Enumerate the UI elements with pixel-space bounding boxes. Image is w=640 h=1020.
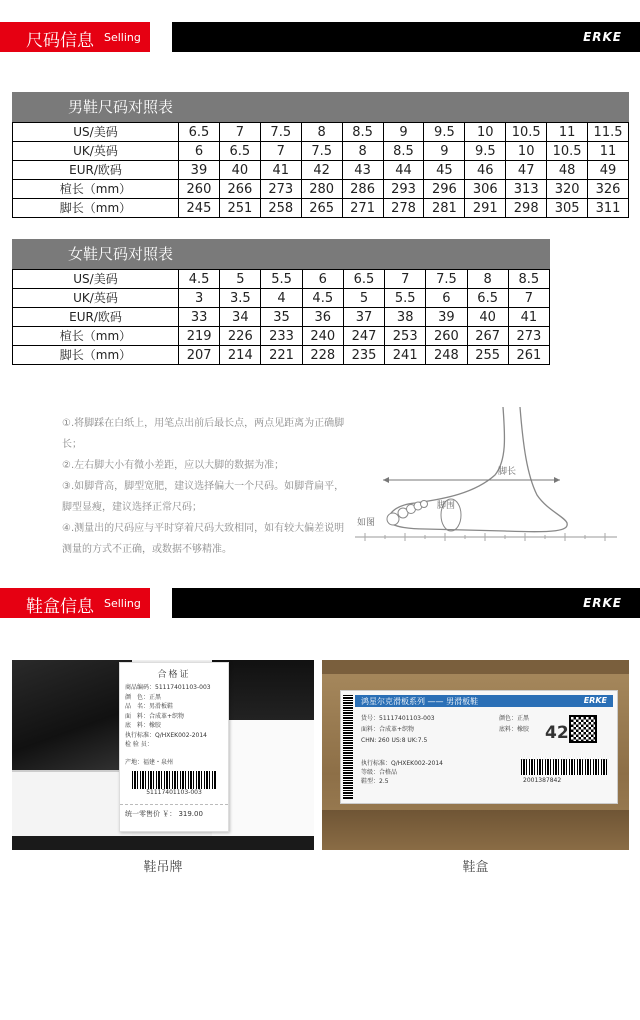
box-lid-shadow <box>322 810 629 850</box>
size-cell: 293 <box>383 180 424 199</box>
size-cell: 9 <box>424 142 465 161</box>
size-cell: 241 <box>385 346 426 365</box>
size-cell: 5.5 <box>385 289 426 308</box>
instep-label: 脚围 <box>437 501 456 511</box>
size-cell: 214 <box>220 346 261 365</box>
size-cell: 8.5 <box>508 270 549 289</box>
size-cell: 41 <box>260 161 301 180</box>
shoe-black-upper <box>12 660 132 770</box>
size-cell: 8.5 <box>342 123 383 142</box>
size-cell: 11 <box>547 123 588 142</box>
label-sizes: CHN: 260 US:8 UK:7.5 <box>361 737 428 744</box>
size-cell: 7.5 <box>301 142 342 161</box>
size-cell: 235 <box>343 346 384 365</box>
women-size-grid <box>12 269 550 365</box>
hang-tag <box>119 662 229 832</box>
size-cell: 311 <box>588 199 629 218</box>
size-cell: 240 <box>302 327 343 346</box>
men-size-table <box>12 92 629 218</box>
label-standard: 执行标准：Q/HXEK002-2014 <box>361 760 443 767</box>
header-divider <box>150 22 172 52</box>
foot-length-label: 脚长 <box>498 467 517 477</box>
shoe-tag-photo <box>12 660 314 850</box>
size-cell: 320 <box>547 180 588 199</box>
box-top-edge <box>322 660 629 674</box>
size-cell: 38 <box>385 308 426 327</box>
size-cell: 291 <box>465 199 506 218</box>
size-cell: 7.5 <box>260 123 301 142</box>
table-row <box>13 180 629 199</box>
note-item: ③.如脚背高，脚型宽肥，建议选择偏大一个尺码。如脚背扁平，脚型显瘦，建议选择正常尺码； <box>62 481 345 513</box>
header-subtitle: Selling <box>104 597 141 610</box>
note-item: ①.将脚踩在白纸上，用笔点出前后最长点，两点见距离为正确脚长； <box>62 418 345 450</box>
size-cell: 226 <box>220 327 261 346</box>
label-color: 颜色：正黑 <box>499 715 530 722</box>
size-cell: 265 <box>301 199 342 218</box>
label-grade: 等级：合格品 <box>361 769 398 776</box>
women-size-table <box>12 239 550 365</box>
row-label: UK/英码 <box>13 142 179 161</box>
label-brand: ERKE <box>583 696 607 705</box>
size-cell: 6.5 <box>467 289 508 308</box>
size-cell: 5 <box>220 270 261 289</box>
size-cell: 261 <box>508 346 549 365</box>
size-cell: 255 <box>467 346 508 365</box>
header-title: 尺码信息 <box>26 31 94 51</box>
label-shoe-type: 鞋型：2.5 <box>361 778 389 785</box>
size-cell: 281 <box>424 199 465 218</box>
label-barcode-num: 2001387842 <box>523 777 562 784</box>
row-label: 楦长（mm） <box>13 327 179 346</box>
size-cell: 266 <box>219 180 260 199</box>
size-cell: 41 <box>508 308 549 327</box>
women-table-title: 女鞋尺码对照表 <box>12 239 550 269</box>
size-cell: 6 <box>179 142 220 161</box>
label-sole: 底料：橡胶 <box>499 726 530 733</box>
tag-caption: 鞋吊牌 <box>143 860 183 875</box>
erke-logo: ERKE <box>583 30 622 44</box>
header-subtitle: Selling <box>104 31 141 44</box>
erke-logo: ERKE <box>583 596 622 610</box>
size-cell: 306 <box>465 180 506 199</box>
label-blue-bar <box>355 695 613 707</box>
size-cell: 36 <box>302 308 343 327</box>
size-cell: 9 <box>383 123 424 142</box>
men-size-grid <box>12 122 629 218</box>
tag-barcode-text: 51117401103-003 <box>146 789 202 796</box>
size-cell: 40 <box>219 161 260 180</box>
size-cell: 278 <box>383 199 424 218</box>
tag-price: 统一零售价 ￥： 319.00 <box>120 804 228 819</box>
size-cell: 8 <box>467 270 508 289</box>
size-cell: 286 <box>342 180 383 199</box>
tag-line: 商品编码：51117401103-003 <box>125 684 211 691</box>
size-cell: 44 <box>383 161 424 180</box>
size-cell: 6.5 <box>179 123 220 142</box>
label-series: 鸿星尔克滑板系列 —— 男滑板鞋 <box>361 697 479 706</box>
size-cell: 267 <box>467 327 508 346</box>
row-label: EUR/欧码 <box>13 308 179 327</box>
size-cell: 6 <box>302 270 343 289</box>
shoe-black-bottom <box>12 836 314 850</box>
size-cell: 296 <box>424 180 465 199</box>
size-cell: 42 <box>301 161 342 180</box>
size-cell: 260 <box>426 327 467 346</box>
label-size-big: 42 <box>545 723 569 743</box>
size-cell: 10.5 <box>506 123 547 142</box>
size-cell: 260 <box>179 180 220 199</box>
table-row <box>13 289 550 308</box>
size-cell: 6 <box>426 289 467 308</box>
size-cell: 9.5 <box>465 142 506 161</box>
tag-barcode <box>132 771 216 789</box>
label-item-no: 货号：51117401103-003 <box>361 715 435 722</box>
box-caption: 鞋盒 <box>462 860 489 875</box>
size-cell: 219 <box>179 327 220 346</box>
size-cell: 48 <box>547 161 588 180</box>
header-title: 鞋盒信息 <box>26 597 94 617</box>
row-label: EUR/欧码 <box>13 161 179 180</box>
men-table-title: 男鞋尺码对照表 <box>12 92 629 122</box>
table-row <box>13 199 629 218</box>
size-cell: 221 <box>261 346 302 365</box>
size-cell: 10 <box>465 123 506 142</box>
tag-line: 颜 色：正黑 <box>125 693 162 701</box>
size-cell: 11.5 <box>588 123 629 142</box>
size-cell: 7 <box>508 289 549 308</box>
size-cell: 39 <box>179 161 220 180</box>
label-upper: 面料：合成革+织物 <box>361 726 415 733</box>
size-cell: 4.5 <box>302 289 343 308</box>
size-info-header <box>0 22 640 52</box>
row-label: 脚长（mm） <box>13 346 179 365</box>
size-cell: 46 <box>465 161 506 180</box>
label-barcode <box>521 759 607 775</box>
size-cell: 45 <box>424 161 465 180</box>
size-cell: 5.5 <box>261 270 302 289</box>
table-row <box>13 346 550 365</box>
label-side-barcode <box>343 695 353 799</box>
size-cell: 271 <box>342 199 383 218</box>
row-label: 脚长（mm） <box>13 199 179 218</box>
size-cell: 7 <box>385 270 426 289</box>
size-cell: 10.5 <box>547 142 588 161</box>
size-cell: 10 <box>506 142 547 161</box>
size-cell: 6.5 <box>219 142 260 161</box>
size-cell: 7 <box>219 123 260 142</box>
size-cell: 49 <box>588 161 629 180</box>
foot-measure-diagram <box>355 405 620 550</box>
tag-line: 面 料：合成革+织物 <box>125 712 185 720</box>
size-cell: 313 <box>506 180 547 199</box>
tag-line: 品 名：男滑板鞋 <box>125 703 174 710</box>
size-cell: 253 <box>385 327 426 346</box>
measurement-notes <box>62 413 352 560</box>
size-cell: 233 <box>261 327 302 346</box>
size-cell: 47 <box>506 161 547 180</box>
size-cell: 3 <box>179 289 220 308</box>
size-cell: 33 <box>179 308 220 327</box>
table-row <box>13 308 550 327</box>
box-info-header <box>0 588 640 618</box>
size-cell: 37 <box>343 308 384 327</box>
size-cell: 7.5 <box>426 270 467 289</box>
box-label <box>340 690 618 804</box>
size-cell: 273 <box>508 327 549 346</box>
size-cell: 8 <box>301 123 342 142</box>
size-cell: 5 <box>343 289 384 308</box>
row-label: 楦长（mm） <box>13 180 179 199</box>
size-cell: 207 <box>179 346 220 365</box>
table-row <box>13 270 550 289</box>
size-cell: 34 <box>220 308 261 327</box>
size-cell: 228 <box>302 346 343 365</box>
row-label: US/美码 <box>13 270 179 289</box>
note-item: ②.左右脚大小有微小差距，应以大脚的数据为准； <box>62 460 285 471</box>
size-cell: 8.5 <box>383 142 424 161</box>
table-row <box>13 327 550 346</box>
size-cell: 4.5 <box>179 270 220 289</box>
note-item: ④.测量出的尺码应与平时穿着尺码大致相同，如有较大偏差说明测量的方式不正确，或数据不够精准。 <box>62 523 345 555</box>
row-label: US/美码 <box>13 123 179 142</box>
tag-line: 底 料：橡胶 <box>125 722 162 729</box>
size-cell: 11 <box>588 142 629 161</box>
size-cell: 4 <box>261 289 302 308</box>
size-cell: 43 <box>342 161 383 180</box>
size-cell: 273 <box>260 180 301 199</box>
size-cell: 40 <box>467 308 508 327</box>
header-divider <box>150 588 172 618</box>
size-cell: 280 <box>301 180 342 199</box>
size-cell: 251 <box>219 199 260 218</box>
as-shown-label: 如图 <box>357 518 376 528</box>
size-cell: 258 <box>260 199 301 218</box>
size-cell: 6.5 <box>343 270 384 289</box>
table-row <box>13 142 629 161</box>
tag-line: 执行标准：Q/HXEK002-2014 <box>125 731 207 739</box>
size-cell: 8 <box>342 142 383 161</box>
table-row <box>13 161 629 180</box>
size-cell: 9.5 <box>424 123 465 142</box>
size-cell: 3.5 <box>220 289 261 308</box>
size-cell: 298 <box>506 199 547 218</box>
size-cell: 39 <box>426 308 467 327</box>
qr-code-icon <box>569 715 597 743</box>
tag-line: 检 验 员： <box>125 741 153 748</box>
size-cell: 247 <box>343 327 384 346</box>
table-row <box>13 123 629 142</box>
size-cell: 7 <box>260 142 301 161</box>
shoe-box-photo <box>322 660 629 850</box>
tag-origin: 产地：福建・泉州 <box>125 758 174 766</box>
size-cell: 326 <box>588 180 629 199</box>
size-cell: 305 <box>547 199 588 218</box>
size-cell: 248 <box>426 346 467 365</box>
size-cell: 245 <box>179 199 220 218</box>
row-label: UK/英码 <box>13 289 179 308</box>
tag-title: 合格证 <box>157 670 191 680</box>
size-cell: 35 <box>261 308 302 327</box>
